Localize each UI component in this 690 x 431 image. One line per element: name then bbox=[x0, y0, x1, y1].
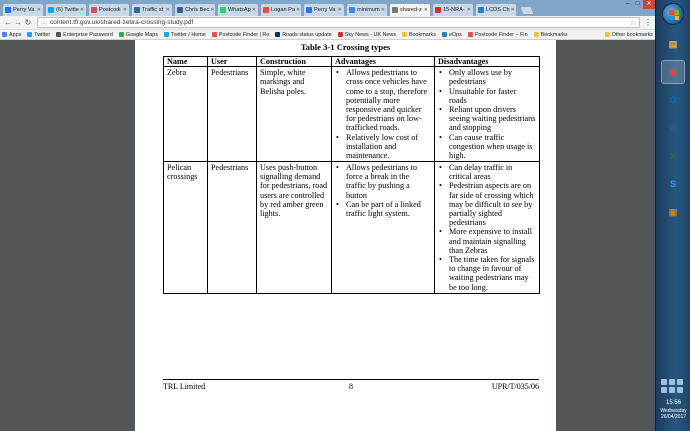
browser-tab[interactable] bbox=[260, 3, 302, 16]
tab-favicon-icon bbox=[306, 7, 312, 13]
chrome-icon[interactable]: ◉ bbox=[661, 60, 685, 84]
bullet-item: • Allows pedestrians to force a break in the traffic by pushing a button bbox=[335, 163, 431, 200]
other-bookmarks-label: Other bookmarks bbox=[611, 31, 653, 38]
tab-label: Chris Bec bbox=[185, 7, 210, 13]
column-header: Disadvantages bbox=[435, 57, 540, 67]
bookmark-item[interactable] bbox=[534, 32, 568, 38]
bookmark-favicon-icon bbox=[338, 32, 343, 37]
bullet-item: • The time taken for signals to change in favour of waiting pedestrians may be too long. bbox=[438, 255, 536, 292]
tab-close-icon[interactable]: ✕ bbox=[466, 7, 471, 13]
system-tray bbox=[661, 379, 686, 393]
table-row bbox=[164, 162, 540, 294]
cell-construction: Uses push-button signalling demand for pedestrians, road users are controlled by red amber green lights. bbox=[257, 162, 332, 294]
cell-advantages bbox=[332, 67, 435, 162]
bookmark-label: Twitter / Home bbox=[170, 31, 206, 38]
skype-icon[interactable]: S bbox=[669, 179, 676, 189]
pdf-page bbox=[135, 40, 556, 431]
bookmark-label: Bookmarks bbox=[408, 31, 436, 38]
other-bookmarks[interactable] bbox=[605, 32, 653, 38]
advantages-list bbox=[335, 163, 431, 218]
bookmark-item[interactable] bbox=[212, 32, 270, 38]
tab-close-icon[interactable]: ✕ bbox=[295, 7, 301, 13]
column-header: Advantages bbox=[332, 57, 435, 67]
tab-close-icon[interactable]: ✕ bbox=[510, 7, 515, 13]
bookmark-label: Enterprise Password bbox=[63, 31, 113, 38]
column-header: Name bbox=[164, 57, 208, 67]
disadvantages-list bbox=[438, 68, 536, 160]
bookmark-label: eOps bbox=[448, 31, 462, 38]
bullet-item: • Can cause traffic congestion when usage is high. bbox=[438, 133, 536, 161]
reload-icon[interactable]: ↻ bbox=[24, 18, 32, 27]
address-bar[interactable] bbox=[37, 17, 640, 28]
tab-label: Perry Va bbox=[314, 7, 336, 13]
column-header: User bbox=[208, 57, 257, 67]
cell-disadvantages bbox=[435, 162, 540, 294]
tab-label: (6) Twitte bbox=[56, 7, 79, 13]
tab-close-icon[interactable]: ✕ bbox=[380, 7, 385, 13]
browser-tab[interactable] bbox=[303, 3, 345, 16]
clock-time: 15:56 bbox=[665, 400, 681, 406]
bookmark-favicon-icon bbox=[56, 32, 61, 37]
bookmark-item[interactable] bbox=[468, 32, 528, 38]
tab-favicon-icon bbox=[134, 7, 140, 13]
cell-name: Zebra bbox=[164, 67, 208, 162]
windows-logo-icon bbox=[669, 10, 679, 20]
bookmark-label: Twitter bbox=[34, 31, 51, 38]
bullet-item: • Allows pedestrians to cross once vehicles have come to a stop, therefore potentially more responsive and quicker for pedestrians on low-trafficked roads. bbox=[335, 68, 431, 132]
bookmark-label: Postcode Finder | Ro bbox=[218, 31, 270, 38]
excel-icon[interactable]: X bbox=[669, 151, 676, 161]
report-reference: UPR/T/035/06 bbox=[491, 382, 539, 391]
bookmark-favicon-icon bbox=[27, 32, 32, 37]
minimize-button[interactable]: – bbox=[625, 1, 630, 7]
tray-icon[interactable] bbox=[661, 379, 667, 385]
table-caption: Table 3-1 Crossing types bbox=[300, 42, 391, 52]
tab-favicon-icon bbox=[435, 7, 441, 13]
tab-favicon-icon bbox=[349, 7, 355, 13]
tab-label: WhatsAp bbox=[228, 7, 251, 13]
column-header: Construction bbox=[257, 57, 332, 67]
bookmarks-bar bbox=[0, 30, 655, 40]
clock-date: 26/04/2017 bbox=[660, 413, 687, 420]
bookmark-favicon-icon bbox=[534, 32, 539, 37]
browser-tab[interactable] bbox=[475, 3, 517, 16]
tab-strip bbox=[0, 0, 655, 16]
window-controls bbox=[623, 0, 655, 9]
page-footer bbox=[163, 379, 539, 391]
bookmark-favicon-icon bbox=[442, 32, 447, 37]
tab-label: 15-NRA- bbox=[443, 7, 465, 13]
tray-icon[interactable] bbox=[669, 379, 675, 385]
footer-publisher: TRL Limited bbox=[163, 382, 206, 391]
tab-close-icon[interactable]: ✕ bbox=[165, 7, 170, 13]
tab-favicon-icon bbox=[220, 7, 226, 13]
bookmark-label: Bookmarks bbox=[540, 31, 568, 38]
outlook-icon[interactable]: O bbox=[669, 95, 677, 105]
bookmark-label: Postcode Finder – Fin bbox=[474, 31, 528, 38]
bookmark-label: Roads status update bbox=[282, 31, 332, 38]
browser-tab[interactable] bbox=[174, 3, 216, 16]
bookmark-label: Google Maps bbox=[125, 31, 158, 38]
bullet-item: • Reliant upon drivers seeing waiting pedestrians and stopping bbox=[438, 105, 536, 133]
bookmark-item[interactable] bbox=[164, 32, 206, 38]
cell-user: Pedestrians bbox=[208, 67, 257, 162]
back-icon[interactable]: ← bbox=[4, 18, 12, 27]
bookmark-item[interactable] bbox=[27, 32, 50, 38]
tab-label: Perry Va bbox=[13, 7, 35, 13]
forward-icon[interactable]: → bbox=[14, 18, 22, 27]
page-number: 8 bbox=[348, 382, 353, 391]
browser-tab[interactable] bbox=[2, 3, 44, 16]
network-icon[interactable] bbox=[661, 387, 667, 393]
start-button[interactable] bbox=[662, 3, 684, 25]
tab-close-icon[interactable]: ✕ bbox=[122, 7, 127, 13]
advantages-list bbox=[335, 68, 431, 160]
tab-favicon-icon bbox=[263, 7, 269, 13]
pdf-viewer bbox=[0, 40, 655, 431]
bookmark-label: Sky News - UK News bbox=[344, 31, 396, 38]
tab-close-icon[interactable]: ✕ bbox=[79, 7, 85, 13]
crossing-types-table bbox=[163, 56, 540, 294]
bullet-item: • Pedestrian aspects are on far side of crossing which may be difficult to see by partially sighted pedestrians bbox=[438, 181, 536, 227]
tab-label: shared-z bbox=[400, 7, 422, 13]
bookmark-item[interactable] bbox=[338, 32, 396, 38]
tray-icon[interactable] bbox=[677, 387, 683, 393]
browser-tab[interactable] bbox=[88, 3, 130, 16]
table-header-row bbox=[164, 57, 540, 67]
bullet-item: • Only allows use by pedestrians bbox=[438, 68, 536, 86]
cell-construction: Simple, white markings and Belisha poles. bbox=[257, 67, 332, 162]
address-toolbar bbox=[0, 16, 655, 30]
url-text: content.tfl.gov.uk/shared-zebra-crossing-study.pdf bbox=[50, 19, 194, 26]
tab-label: Postcodi bbox=[99, 7, 121, 13]
tab-close-icon[interactable]: ✕ bbox=[251, 7, 256, 13]
cell-user: Pedestrians bbox=[208, 162, 257, 294]
bookmark-favicon-icon bbox=[119, 32, 124, 37]
table-row bbox=[164, 67, 540, 162]
volume-icon[interactable] bbox=[669, 387, 675, 393]
bookmark-star-icon[interactable]: ☆ bbox=[629, 19, 636, 27]
tab-close-icon[interactable]: ✕ bbox=[337, 7, 342, 13]
tab-label: minimum bbox=[357, 7, 380, 13]
tab-favicon-icon bbox=[478, 7, 484, 13]
browser-tab[interactable] bbox=[432, 3, 474, 16]
cell-advantages bbox=[332, 162, 435, 294]
bookmark-favicon-icon bbox=[402, 32, 407, 37]
tab-favicon-icon bbox=[91, 7, 97, 13]
tab-label: Traffic st bbox=[142, 7, 164, 13]
bullet-item: • More expensive to install and maintain signalling than Zebras bbox=[438, 227, 536, 255]
bookmark-item[interactable] bbox=[119, 32, 158, 38]
tray-icon[interactable] bbox=[677, 379, 683, 385]
tab-favicon-icon bbox=[177, 7, 183, 13]
bullet-item: • Can delay traffic in critical areas bbox=[438, 163, 536, 181]
bookmark-favicon-icon bbox=[275, 32, 280, 37]
bookmark-favicon-icon bbox=[164, 32, 169, 37]
bullet-item: • Relatively low cost of installation and maintenance. bbox=[335, 133, 431, 161]
explorer-icon[interactable]: ▤ bbox=[668, 38, 678, 49]
bookmark-favicon-icon bbox=[2, 32, 7, 37]
disadvantages-list bbox=[438, 163, 536, 292]
menu-icon[interactable]: ⋮ bbox=[644, 18, 652, 27]
bookmark-favicon-icon bbox=[212, 32, 217, 37]
tab-close-icon[interactable]: ✕ bbox=[423, 7, 428, 13]
new-tab-button[interactable] bbox=[519, 6, 534, 15]
folder-icon bbox=[605, 32, 610, 37]
close-button[interactable]: ✕ bbox=[643, 0, 655, 9]
tab-favicon-icon bbox=[392, 7, 398, 13]
bullet-item: • Unsuitable for faster roads bbox=[438, 87, 536, 105]
folder-icon[interactable]: ▣ bbox=[668, 206, 678, 217]
tab-label: Logan Pa bbox=[271, 7, 295, 13]
tab-favicon-icon bbox=[48, 7, 54, 13]
bookmark-item[interactable] bbox=[56, 32, 113, 38]
tab-close-icon[interactable]: ✕ bbox=[36, 7, 41, 13]
page-info-icon[interactable]: ⓘ bbox=[41, 21, 48, 27]
bookmark-item[interactable] bbox=[402, 32, 436, 38]
tab-close-icon[interactable]: ✕ bbox=[210, 7, 215, 13]
cell-disadvantages bbox=[435, 67, 540, 162]
cell-name: Pelican crossings bbox=[164, 162, 208, 294]
bullet-item: • Can be part of a linked traffic light system. bbox=[335, 200, 431, 218]
maximize-button[interactable]: □ bbox=[635, 1, 640, 7]
browser-tab[interactable] bbox=[389, 3, 431, 16]
browser-tab[interactable] bbox=[346, 3, 388, 16]
browser-tab[interactable] bbox=[217, 3, 259, 16]
bookmark-favicon-icon bbox=[468, 32, 473, 37]
word-icon[interactable]: W bbox=[668, 123, 678, 133]
clock-day: Wednesday bbox=[660, 407, 687, 414]
browser-tab[interactable] bbox=[45, 3, 87, 16]
bookmark-item[interactable] bbox=[2, 32, 21, 38]
tab-label: LCDS Ch bbox=[486, 7, 510, 13]
tab-favicon-icon bbox=[5, 7, 11, 13]
clock[interactable] bbox=[656, 397, 690, 431]
bookmark-label: Apps bbox=[9, 31, 22, 38]
browser-tab[interactable] bbox=[131, 3, 173, 16]
windows-taskbar bbox=[655, 0, 690, 431]
bookmark-item[interactable] bbox=[275, 32, 331, 38]
bookmark-item[interactable] bbox=[442, 32, 462, 38]
